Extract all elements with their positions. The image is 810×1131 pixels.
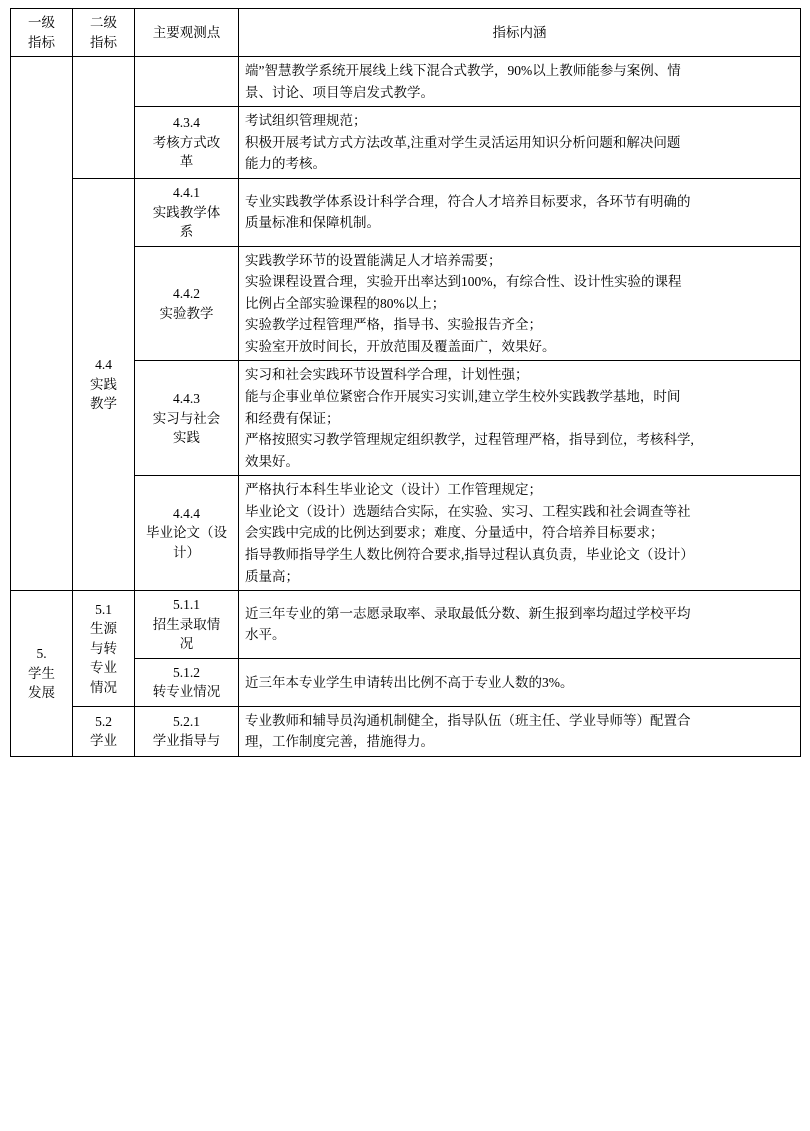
content-line: 实验教学过程管理严格，指导书、实验报告齐全； <box>245 317 542 333</box>
content-line: 实践教学环节的设置能满足人才培养需要； <box>245 252 502 268</box>
observation-label-line2: 实践 <box>173 430 200 446</box>
level2-label-line1: 学业 <box>90 733 117 749</box>
level2-code: 4.4 <box>95 357 112 373</box>
observation-cell-521 <box>135 706 239 756</box>
column-header-level2-line1: 二级 <box>90 15 117 30</box>
content-cell <box>239 476 801 591</box>
column-header-level2 <box>73 9 135 57</box>
level2-cell-51 <box>73 591 135 707</box>
observation-label-line2: 革 <box>179 154 194 170</box>
content-line: 端”智慧教学系统开展线上线下混合式教学，90%以上教师能参与案例、情 <box>245 63 681 79</box>
content-line: 和经费有保证； <box>245 410 340 426</box>
observation-cell-512 <box>135 658 239 706</box>
content-cell <box>239 591 801 659</box>
content-line: 指导教师指导学生人数比例符合要求,指导过程认真负责，毕业论文（设计） <box>245 546 694 562</box>
content-cell <box>239 246 801 361</box>
observation-label-line1: 实习与社会 <box>152 410 221 426</box>
table-row <box>11 591 801 659</box>
content-line: 理，工作制度完善，措施得力。 <box>245 734 434 750</box>
content-line: 实习和社会实践环节设置科学合理，计划性强； <box>245 367 529 383</box>
column-header-level1-line2: 指标 <box>28 34 55 50</box>
observation-label-line1: 招生录取情 <box>152 616 221 632</box>
observation-code: 4.4.4 <box>173 505 200 521</box>
level2-label-line2: 与转 <box>90 640 117 656</box>
observation-label-line1: 实践教学体 <box>152 204 221 220</box>
level1-code: 5. <box>36 646 47 662</box>
observation-code: 5.2.1 <box>173 713 200 729</box>
observation-code: 5.1.2 <box>173 664 200 680</box>
observation-cell-441 <box>135 178 239 246</box>
level2-cell-continued <box>73 57 135 179</box>
table-row <box>11 706 801 756</box>
content-line: 能与企事业单位紧密合作开展实习实训,建立学生校外实践教学基地，时间 <box>245 389 681 404</box>
content-cell <box>239 107 801 179</box>
column-header-level2-line2: 指标 <box>90 34 117 50</box>
content-line: 实验课程设置合理，实验开出率达到100%，有综合性、设计性实验的课程 <box>245 274 682 290</box>
content-line: 毕业论文（设计）选题结合实际，在实验、实习、工程实践和社会调查等社 <box>245 503 691 519</box>
observation-cell-444 <box>135 476 239 591</box>
level2-label-line3: 专业 <box>90 660 117 676</box>
observation-label-line1: 毕业论文（设 <box>146 525 227 541</box>
observation-code: 4.3.4 <box>173 115 200 131</box>
content-cell <box>239 178 801 246</box>
content-line: 积极开展考试方式方法改革,注重对学生灵活运用知识分析问题和解决问题 <box>245 134 681 150</box>
level2-code: 5.1 <box>95 601 112 617</box>
content-cell <box>239 706 801 756</box>
content-line: 近三年专业的第一志愿录取率、录取最低分数、新生报到率均超过学校平均 <box>245 605 691 621</box>
content-line: 景、讨论、项目等启发式教学。 <box>245 84 434 100</box>
observation-code: 4.4.2 <box>173 285 200 301</box>
level2-label-line4: 情况 <box>90 679 117 695</box>
level2-label-line2: 教学 <box>90 396 117 412</box>
observation-label-line2: 计） <box>173 544 200 560</box>
observation-code: 4.4.3 <box>173 391 200 406</box>
table-header <box>11 9 801 57</box>
observation-cell-continued <box>135 57 239 107</box>
content-line: 实验室开放时间长，开放范围及覆盖面广，效果好。 <box>245 338 556 354</box>
table-header-row <box>11 9 801 57</box>
level1-label-line2: 发展 <box>28 685 55 701</box>
content-line: 专业实践教学体系设计科学合理，符合人才培养目标要求，各环节有明确的 <box>245 193 691 209</box>
rubric-table <box>10 8 801 757</box>
column-header-observation: 主要观测点 <box>135 9 239 57</box>
content-cell <box>239 361 801 476</box>
content-line: 比例占全部实验课程的80%以上； <box>245 295 446 311</box>
content-line: 质量高； <box>245 568 299 584</box>
observation-label-line1: 实验教学 <box>159 305 214 321</box>
table-body <box>11 57 801 757</box>
table-row <box>11 57 801 107</box>
level1-label-line1: 学生 <box>28 665 55 681</box>
table-row <box>11 178 801 246</box>
observation-label-line1: 转专业情况 <box>152 684 221 700</box>
content-line: 考试组织管理规范； <box>245 113 367 129</box>
content-line: 会实践中完成的比例达到要求；难度、分量适中，符合培养目标要求； <box>245 525 664 541</box>
level1-cell-5 <box>11 591 73 757</box>
content-line: 水平。 <box>245 627 286 643</box>
level1-cell-empty-continued <box>11 57 73 591</box>
content-line: 能力的考核。 <box>245 156 326 172</box>
content-line: 效果好。 <box>245 453 299 469</box>
observation-cell-511 <box>135 591 239 659</box>
content-line: 严格按照实习教学管理规定组织教学，过程管理严格，指导到位，考核科学, <box>245 432 694 448</box>
content-line: 近三年本专业学生申请转出比例不高于专业人数的3%。 <box>245 674 574 690</box>
observation-cell-442 <box>135 246 239 361</box>
level2-label-line1: 生源 <box>90 621 117 637</box>
observation-code: 5.1.1 <box>173 597 200 613</box>
content-cell <box>239 57 801 107</box>
observation-cell-443 <box>135 361 239 476</box>
level2-cell-44 <box>73 178 135 590</box>
content-line: 质量标准和保障机制。 <box>245 215 380 231</box>
observation-label-line2: 况 <box>179 636 194 652</box>
column-header-level1-line1: 一级 <box>28 15 55 30</box>
level2-code: 5.2 <box>95 713 112 729</box>
observation-cell-434 <box>135 107 239 179</box>
column-header-content: 指标内涵 <box>239 9 801 57</box>
observation-label-line1: 学业指导与 <box>152 733 221 749</box>
observation-label-line2: 系 <box>179 224 194 240</box>
level2-label-line1: 实践 <box>90 376 117 392</box>
column-header-level1 <box>11 9 73 57</box>
content-cell <box>239 658 801 706</box>
observation-label-line1: 考核方式改 <box>152 134 221 150</box>
observation-code: 4.4.1 <box>173 184 200 200</box>
level2-cell-52 <box>73 706 135 756</box>
content-line: 严格执行本科生毕业论文（设计）工作管理规定； <box>245 482 542 498</box>
content-line: 专业教师和辅导员沟通机制健全，指导队伍（班主任、学业导师等）配置合 <box>245 712 691 728</box>
